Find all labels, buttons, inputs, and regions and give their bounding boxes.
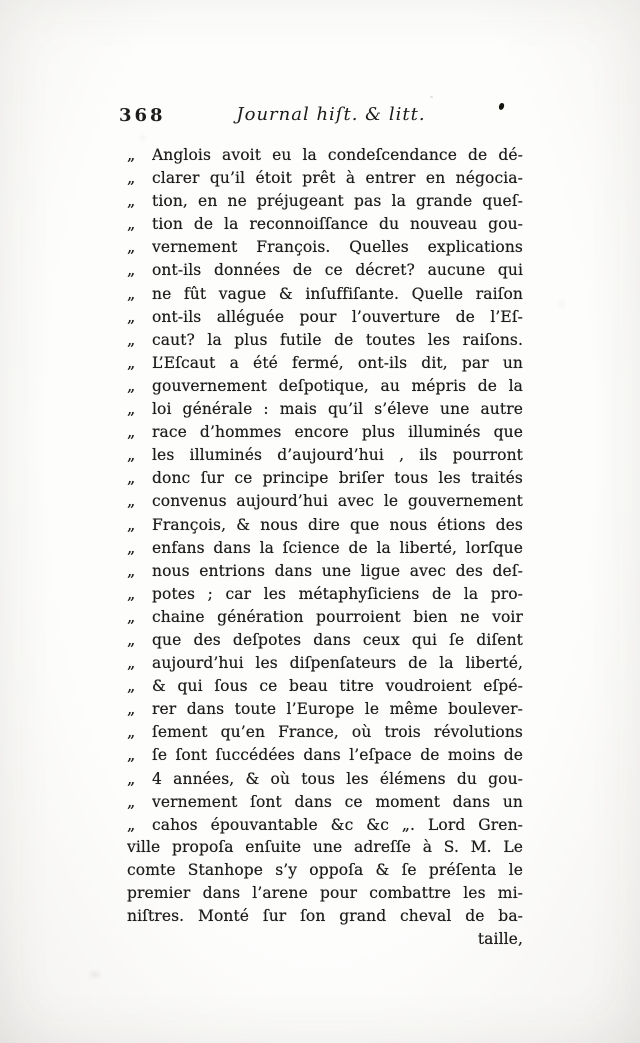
text-line <box>127 769 523 792</box>
line-text: 4 années, & où tous les élémens du gou- <box>152 769 523 788</box>
text-line <box>127 422 523 445</box>
text-line <box>127 191 523 214</box>
text-line <box>127 722 523 745</box>
quote-mark: „ <box>127 768 136 788</box>
quote-mark: „ <box>127 606 136 626</box>
line-text: ont-ils données de ce décret? aucune qui <box>152 261 523 280</box>
line-text: Anglois avoit eu la condeſcendance de dé- <box>152 146 523 164</box>
text-line <box>127 445 523 468</box>
quote-mark: „ <box>127 722 136 742</box>
text-line <box>127 653 523 676</box>
line-text: rer dans toute l’Europe le même boulever- <box>152 700 523 719</box>
line-text: race d’hommes encore plus illuminés que <box>152 423 523 442</box>
line-text: L’Eſcaut a été fermé, ont-ils dit, par un <box>152 353 523 372</box>
quote-mark: „ <box>127 168 136 188</box>
line-text: ſe ſont ſuccédées dans l’eſpace de moins de <box>152 746 523 765</box>
line-text: & qui ſous ce beau titre voudroient eſpé- <box>152 677 523 696</box>
quote-mark: „ <box>127 791 136 811</box>
text-line <box>127 260 523 283</box>
quote-mark: „ <box>127 491 136 511</box>
quote-mark: „ <box>127 329 136 349</box>
scan-smudge <box>90 972 100 977</box>
line-text: ville propoſa enſuite une adreſſe à S. M. Le <box>127 837 523 856</box>
scan-smudge <box>560 300 564 308</box>
line-text: potes ; car les métaphyſiciens de la pro- <box>152 584 523 603</box>
line-text: donc ſur ce principe briſer tous les traités <box>152 469 523 488</box>
quote-mark: „ <box>127 260 136 280</box>
text-line <box>127 838 523 861</box>
text-line <box>127 907 523 930</box>
quote-mark: „ <box>127 629 136 649</box>
text-line <box>127 884 523 907</box>
quote-mark: „ <box>127 560 136 580</box>
text-line <box>127 676 523 699</box>
text-line <box>127 145 523 168</box>
quote-mark: „ <box>127 399 136 419</box>
catchword: taille, <box>477 930 523 949</box>
body-text <box>127 145 523 953</box>
text-line <box>127 538 523 561</box>
line-text: gouvernement deſpotique, au mépris de la <box>152 376 523 395</box>
running-header <box>119 104 523 130</box>
line-text: caut? la plus futile de toutes les raiſons. <box>152 330 523 349</box>
quote-mark: „ <box>127 283 136 303</box>
line-text: comte Stanhope s’y oppoſa & ſe préſenta le <box>127 860 523 879</box>
line-text: clarer qu’il étoit prêt à entrer en négocia- <box>152 169 523 188</box>
line-text: nous entrions dans une ligue avec des deſ- <box>152 561 523 580</box>
line-text: niſtres. Monté ſur ſon grand cheval de ba- <box>127 907 523 926</box>
quote-mark: „ <box>127 191 136 211</box>
text-line <box>127 561 523 584</box>
quote-mark: „ <box>127 237 136 257</box>
text-line <box>127 515 523 538</box>
quote-mark: „ <box>127 214 136 234</box>
quote-mark: „ <box>127 814 136 834</box>
text-line <box>127 861 523 884</box>
line-text: que des deſpotes dans ceux qui ſe diſent <box>152 630 523 649</box>
quote-mark: „ <box>127 514 136 534</box>
quote-mark: „ <box>127 145 136 164</box>
ink-speck <box>430 96 433 98</box>
text-line <box>127 330 523 353</box>
line-text: ſement qu’en France, où trois révolutions <box>152 723 523 742</box>
line-text: les illuminés d’aujourd’hui , ils pourront <box>152 446 523 465</box>
line-text: premier dans l’arene pour combattre les mi- <box>127 884 523 902</box>
text-line <box>127 815 523 838</box>
text-line <box>127 237 523 260</box>
quote-mark: „ <box>127 745 136 765</box>
text-line <box>127 584 523 607</box>
text-line <box>127 792 523 815</box>
quote-mark: „ <box>127 676 136 696</box>
text-line <box>127 307 523 330</box>
line-text: enfans dans la ſcience de la liberté, lorſque <box>152 538 523 557</box>
line-text: François, & nous dire que nous étions des <box>152 515 523 534</box>
text-line <box>127 399 523 422</box>
page-number: 368 <box>119 105 166 126</box>
line-text: loi générale : mais qu’il s’éleve une autre <box>152 400 523 419</box>
line-text: tion, en ne préjugeant pas la grande queſ- <box>152 192 523 211</box>
quote-mark: „ <box>127 422 136 442</box>
quote-mark: „ <box>127 375 136 395</box>
line-text: vernement François. Quelles explications <box>152 238 523 257</box>
line-text: convenus aujourd’hui avec le gouvernement <box>152 492 523 511</box>
text-line <box>127 745 523 768</box>
text-line <box>127 607 523 630</box>
text-line <box>127 353 523 376</box>
text-line <box>127 214 523 237</box>
line-text: aujourd’hui les diſpenſateurs de la liberté, <box>152 654 523 673</box>
quote-mark: „ <box>127 468 136 488</box>
text-line <box>127 630 523 653</box>
line-text: chaine génération pourroient bien ne voir <box>152 607 523 626</box>
quote-mark: „ <box>127 537 136 557</box>
running-title: Journal hiſt. & litt. <box>236 104 426 125</box>
quote-mark: „ <box>127 306 136 326</box>
quote-mark: „ <box>127 653 136 673</box>
line-text: ont-ils alléguée pour l’ouverture de l’Eſ- <box>152 307 523 326</box>
quote-mark: „ <box>127 699 136 719</box>
text-line <box>127 468 523 491</box>
line-text: ne fût vague & inſuffiſante. Quelle raiſon <box>152 284 523 303</box>
quote-mark: „ <box>127 352 136 372</box>
text-line <box>127 168 523 191</box>
quote-mark: „ <box>127 583 136 603</box>
text-line <box>127 699 523 722</box>
text-line <box>127 376 523 399</box>
text-line <box>127 491 523 514</box>
line-text: tion de la reconnoiſſance du nouveau gou- <box>152 215 523 234</box>
text-line <box>127 284 523 307</box>
text-block <box>119 104 523 953</box>
quote-mark: „ <box>127 445 136 465</box>
line-text: vernement ſont dans ce moment dans un <box>152 792 523 811</box>
line-text: cahos épouvantable &c &c „. Lord Gren- <box>152 815 523 834</box>
catchword-line <box>127 930 523 953</box>
